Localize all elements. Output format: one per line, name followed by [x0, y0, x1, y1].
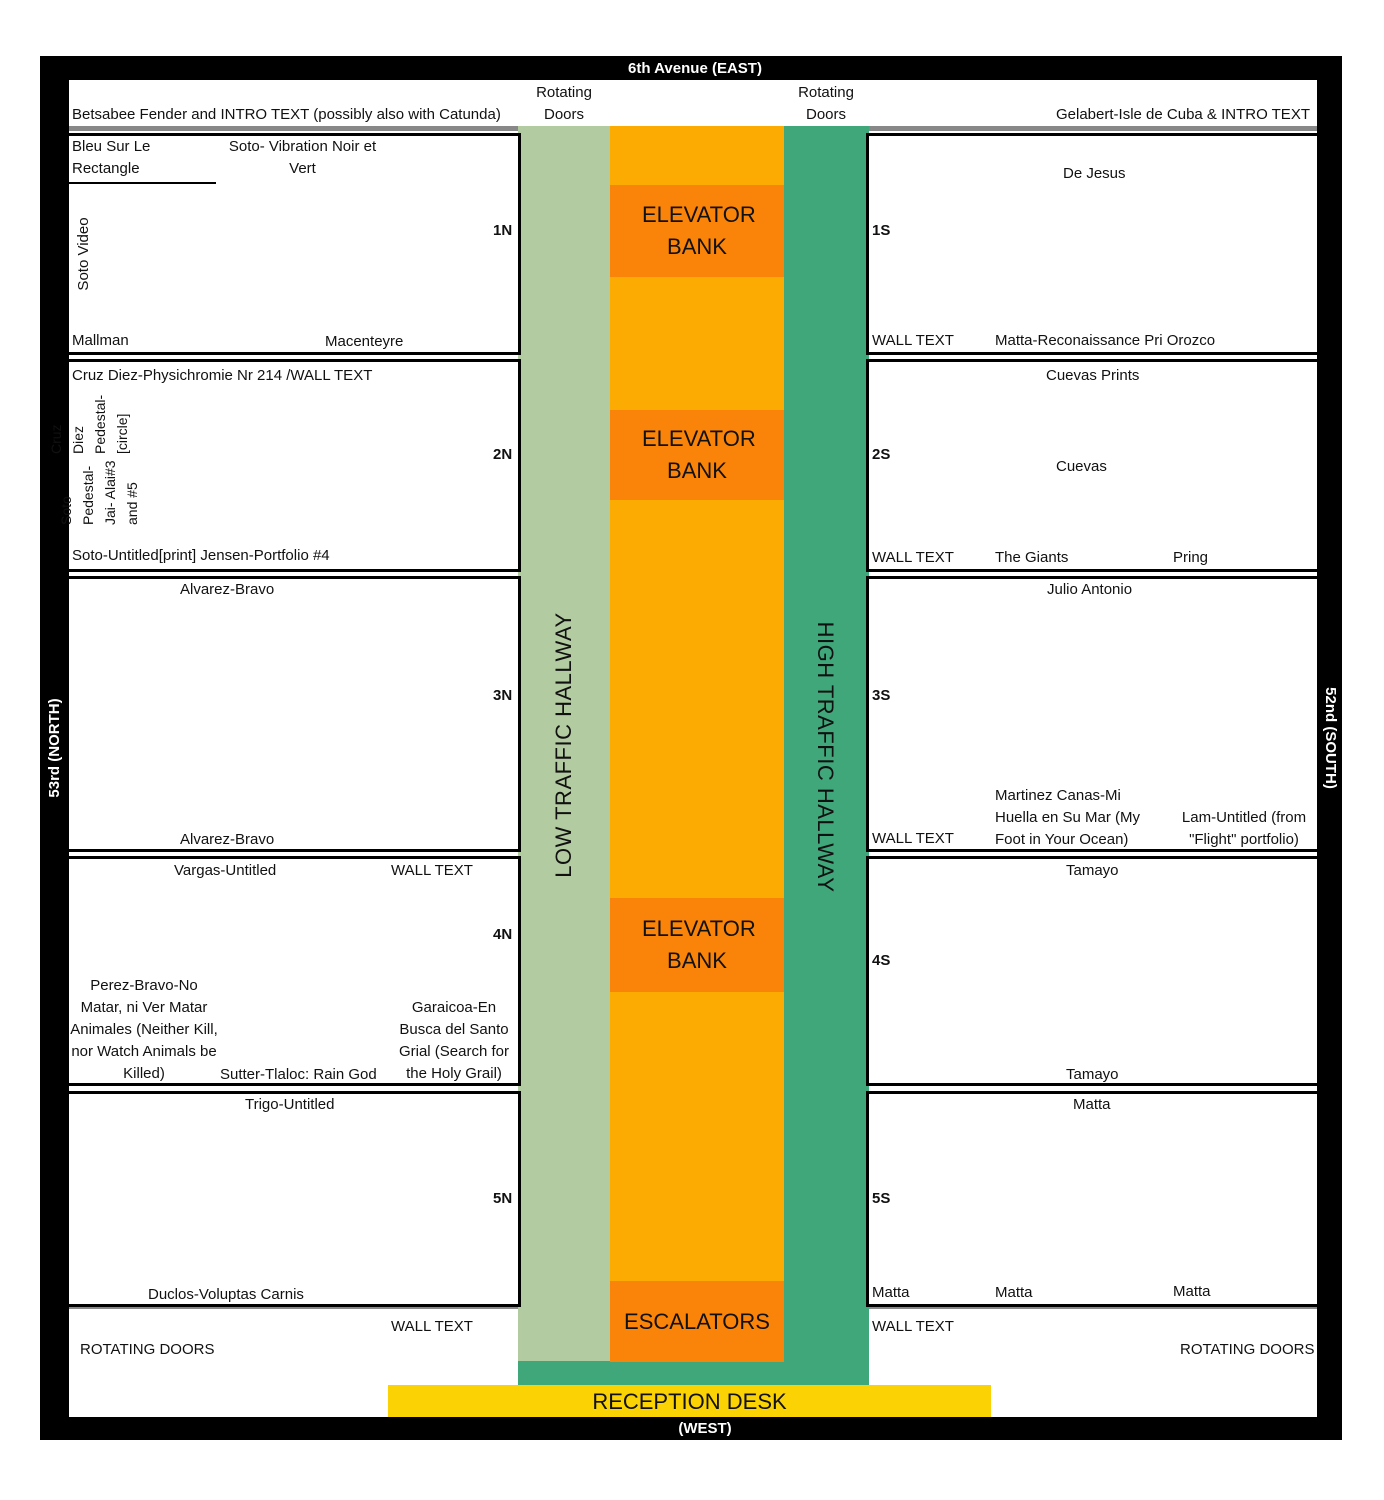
elevator-bank-1-label: ELEVATOR BANK: [642, 202, 756, 259]
lobby-strip: [518, 1361, 869, 1385]
intro-text-north: Betsabee Fender and INTRO TEXT (possibly also with Catunda): [72, 106, 501, 123]
street-label-east: 6th Avenue (EAST): [628, 60, 762, 77]
wall-text-3s: WALL TEXT: [872, 830, 954, 847]
wall-text-bottom-south: WALL TEXT: [872, 1318, 954, 1335]
artwork-soto-vibration: Soto- Vibration Noir et Vert: [228, 138, 377, 177]
wall-text-bottom-north: WALL TEXT: [391, 1318, 473, 1335]
rotating-doors-top-left: Rotating Doors: [536, 84, 592, 123]
wall-text-4n: WALL TEXT: [391, 862, 473, 879]
room-id-5n: 5N: [493, 1190, 513, 1207]
room-id-1n: 1N: [493, 222, 513, 239]
artwork-soto-pedestal-label: Soto Pedestal- Jai- Alai#3 and #5: [58, 460, 140, 525]
reception-desk-label: RECEPTION DESK: [592, 1389, 787, 1414]
artwork-trigo-untitled: Trigo-Untitled: [245, 1096, 335, 1113]
artwork-matta-top: Matta: [1073, 1096, 1111, 1113]
artwork-cruz-diez-physichromie: Cruz Diez-Physichromie Nr 214 /WALL TEXT: [72, 367, 373, 384]
street-label-north: 53rd (NORTH): [46, 698, 63, 798]
core-area: [610, 126, 784, 1362]
rotating-doors-bottom-right: ROTATING DOORS: [1180, 1341, 1315, 1358]
room-5n: [66, 1091, 521, 1307]
artwork-soto-pedestal: [58, 455, 185, 525]
street-label-south: 52nd (SOUTH): [1322, 687, 1339, 789]
artwork-duclos-voluptas: Duclos-Voluptas Carnis: [148, 1286, 304, 1303]
artwork-alvarez-bravo-top: Alvarez-Bravo: [180, 581, 275, 598]
room-id-2n: 2N: [493, 446, 513, 463]
elevator-bank-1: [610, 185, 784, 277]
escalators: [610, 1281, 784, 1362]
artwork-mallman: Mallman: [72, 332, 129, 349]
room-5s: [866, 1091, 1320, 1307]
elevator-bank-3: [610, 898, 784, 992]
artwork-martinez-canas: Martinez Canas-Mi Huella en Su Mar (My Foot in Your Ocean): [995, 787, 1141, 848]
room-4s: [866, 856, 1320, 1086]
top-wall-south: [869, 126, 1317, 131]
artwork-matta-reconaissance-orozco: Matta-Reconaissance Pri Orozco: [995, 332, 1216, 349]
artwork-soto-video: Soto Video: [75, 217, 92, 291]
wall-text-2s: WALL TEXT: [872, 549, 954, 566]
room-id-2s: 2S: [872, 446, 891, 463]
artwork-macenteyre: Macenteyre: [325, 333, 404, 350]
artwork-lam-untitled: Lam-Untitled (from "Flight" portfolio): [1181, 809, 1307, 848]
artwork-matta-bottom-3: Matta: [1173, 1283, 1211, 1300]
rotating-doors-top-right: Rotating Doors: [798, 84, 854, 123]
artwork-bleu-sur-le-rectangle: Bleu Sur Le Rectangle: [72, 138, 151, 177]
room-id-3s: 3S: [872, 687, 891, 704]
artwork-cuevas: Cuevas: [1056, 458, 1107, 475]
low-traffic-hallway-label: LOW TRAFFIC HALLWAY: [551, 612, 576, 878]
room-id-5s: 5S: [872, 1190, 891, 1207]
high-traffic-hallway-label: HIGH TRAFFIC HALLWAY: [813, 621, 838, 893]
room-1n-divider: [69, 182, 216, 184]
artwork-pring: Pring: [1173, 549, 1209, 566]
elevator-bank-3-label: ELEVATOR BANK: [642, 916, 756, 973]
room-id-4n: 4N: [493, 926, 513, 943]
elevator-bank-2: [610, 410, 784, 500]
artwork-julio-antonio: Julio Antonio: [1047, 581, 1133, 598]
artwork-sutter-tlaloc: Sutter-Tlaloc: Rain God: [220, 1066, 377, 1083]
room-id-3n: 3N: [493, 687, 513, 704]
artwork-soto-untitled-jensen: Soto-Untitled[print] Jensen-Portfolio #4: [72, 547, 330, 564]
room-id-1s: 1S: [872, 222, 891, 239]
artwork-cruz-diez-pedestal-label: Cruz Diez Pedestal- [circle]: [48, 394, 130, 454]
artwork-garaicoa: Garaicoa-En Busca del Santo Grial (Search for the Holy Grail): [398, 999, 510, 1082]
artwork-tamayo-bottom: Tamayo: [1066, 1066, 1119, 1083]
elevator-bank-2-label: ELEVATOR BANK: [642, 426, 756, 483]
top-wall-north: [69, 126, 518, 131]
artwork-the-giants: The Giants: [995, 549, 1069, 566]
room-3n: [66, 576, 521, 852]
wall-text-1s: WALL TEXT: [872, 332, 954, 349]
intro-text-south: Gelabert-Isle de Cuba & INTRO TEXT: [1056, 106, 1310, 123]
artwork-cuevas-prints: Cuevas Prints: [1046, 367, 1140, 384]
artwork-matta-bottom-2: Matta: [995, 1284, 1033, 1301]
room-id-4s: 4S: [872, 952, 891, 969]
artwork-alvarez-bravo-bottom: Alvarez-Bravo: [180, 831, 275, 848]
artwork-cruz-diez-pedestal: [48, 392, 165, 454]
reception-desk: [388, 1385, 991, 1417]
escalators-label: ESCALATORS: [624, 1308, 770, 1334]
artwork-vargas-untitled: Vargas-Untitled: [174, 862, 277, 879]
artwork-perez-bravo: Perez-Bravo-No Matar, ni Ver Matar Animales (Neither Kill, nor Watch Animals be Killed): [70, 977, 218, 1082]
artwork-de-jesus: De Jesus: [1063, 165, 1126, 182]
street-label-west: (WEST): [678, 1420, 732, 1437]
rotating-doors-bottom-left: ROTATING DOORS: [80, 1341, 215, 1358]
artwork-matta-bottom-1: Matta: [872, 1284, 910, 1301]
artwork-tamayo-top: Tamayo: [1066, 862, 1119, 879]
